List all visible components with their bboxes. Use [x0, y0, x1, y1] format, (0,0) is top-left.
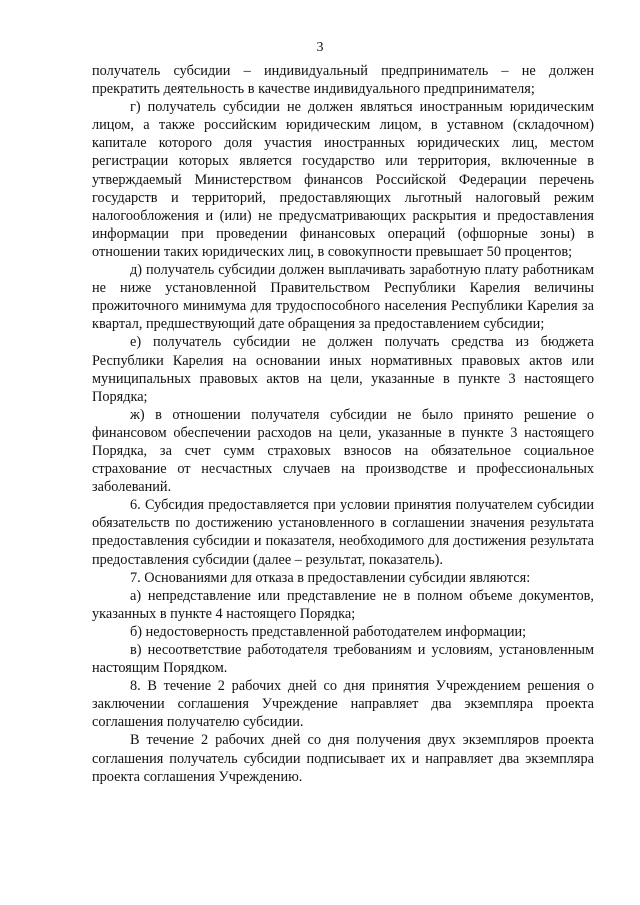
paragraph-g: г) получатель субсидии не должен являться иностранным юридическим лицом, а также российским юридическим лицом, в уставном (складочном) капитале которого доля участия иностранных юридических лиц, местом регистрации которых является государство или территория, включенные в утверждаемый Министерством финансов Российской Федерации перечень государств и территорий, предоставляющих льготный налоговый режим налогообложения и (или) не предусматривающих раскрытия и предоставления информации при проведении финансовых операций (офшорные зоны) в отношении таких юридических лиц, в совокупности превышает 50 процентов;: [92, 99, 594, 260]
paragraph-6: 6. Субсидия предоставляется при условии принятия получателем субсидии обязательств по достижению установленного в соглашении значения результата предоставления субсидии и показателя, необходимого для достижения результата предоставления субсидии (далее – результат, показатель).: [92, 497, 594, 568]
document-body: [92, 62, 594, 786]
paragraph-d: д) получатель субсидии должен выплачивать заработную плату работникам не ниже установленной Правительством Республики Карелия величины прожиточного минимума для трудоспособного населения Республики Карелия за квартал, предшествующий дате обращения за предоставлением субсидии;: [92, 262, 594, 333]
page-number: 3: [316, 40, 324, 55]
paragraph-8: 8. В течение 2 рабочих дней со дня принятия Учреждением решения о заключении соглашения Учреждение направляет два экземпляра проекта соглашения получателю субсидии.: [92, 678, 594, 731]
paragraph-zh: ж) в отношении получателя субсидии не было принято решение о финансовом обеспечении расходов на цели, указанные в пункте 3 настоящего Порядка, за счет сумм страховых взносов на обязательное социальное страхование от несчастных случаев на производстве и профессиональных заболеваний.: [92, 406, 594, 496]
paragraph-8-continuation: В течение 2 рабочих дней со дня получения двух экземпляров проекта соглашения получатель субсидии подписывает их и направляет два экземпляра проекта соглашения Учреждению.: [92, 732, 594, 785]
paragraph-7v: в) несоответствие работодателя требованиям и условиям, установленным настоящим Порядком.: [92, 642, 594, 677]
paragraph-7: 7. Основаниями для отказа в предоставлении субсидии являются:: [130, 569, 531, 586]
paragraph-continuation: получатель субсидии – индивидуальный предприниматель – не должен прекратить деятельность в качестве индивидуального предпринимателя;: [92, 63, 594, 98]
paragraph-7a: а) непредставление или представление не в полном объеме документов, указанных в пункте 4 настоящего Порядка;: [92, 587, 594, 622]
paragraph-e: е) получатель субсидии не должен получать средства из бюджета Республики Карелия на основании иных нормативных правовых актов или муниципальных правовых актов на цели, указанные в пункте 3 настоящего Порядка;: [92, 334, 594, 405]
paragraph-7b: б) недостоверность представленной работодателем информации;: [130, 623, 527, 640]
